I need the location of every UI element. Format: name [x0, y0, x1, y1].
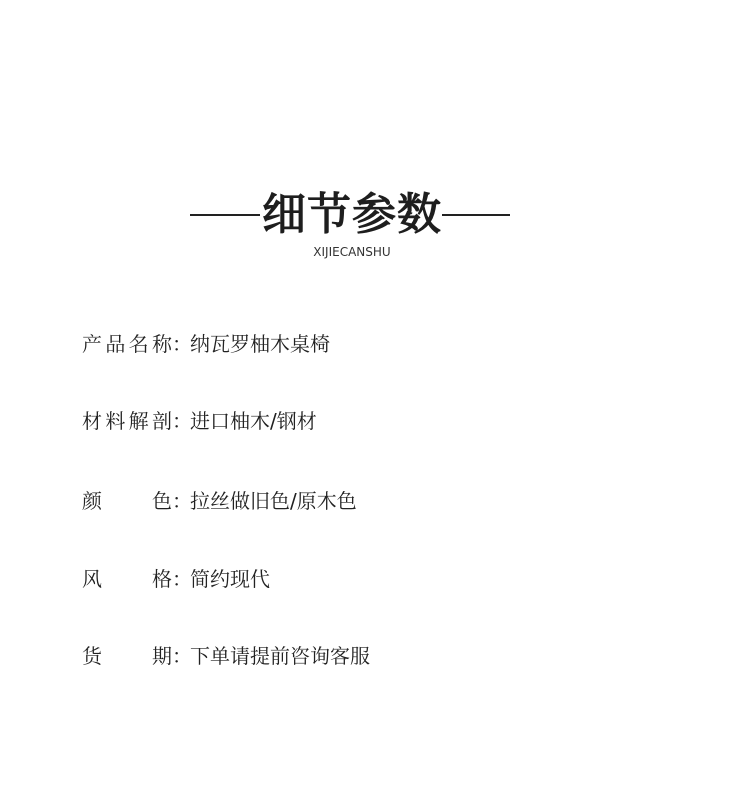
spec-separator: ： — [172, 332, 192, 356]
title-left-rule — [190, 214, 260, 216]
spec-value: 下单请提前咨询客服 — [190, 644, 370, 668]
spec-row-delivery — [82, 641, 370, 671]
page-title: 细节参数 — [262, 189, 442, 240]
spec-separator: ： — [172, 409, 192, 433]
spec-row-material — [82, 406, 317, 436]
spec-row-style — [82, 564, 270, 594]
spec-value: 进口柚木/钢材 — [190, 409, 317, 433]
spec-label: 产品名称 — [82, 332, 172, 356]
spec-label: 风格 — [82, 567, 172, 591]
spec-separator: ： — [172, 644, 192, 668]
spec-label: 颜色 — [82, 489, 172, 513]
spec-label: 货期 — [82, 644, 172, 668]
spec-value: 简约现代 — [190, 567, 270, 591]
spec-separator: ： — [172, 567, 192, 591]
spec-label: 材料解剖 — [82, 409, 172, 433]
spec-row-color — [82, 486, 357, 516]
spec-row-product-name — [82, 329, 330, 359]
section-header — [0, 188, 733, 268]
spec-value: 纳瓦罗柚木桌椅 — [190, 332, 330, 356]
spec-separator: ： — [172, 489, 192, 513]
spec-value: 拉丝做旧色/原木色 — [190, 489, 357, 513]
title-right-rule — [442, 214, 510, 216]
page-subtitle: XIJIECANSHU — [313, 245, 391, 259]
